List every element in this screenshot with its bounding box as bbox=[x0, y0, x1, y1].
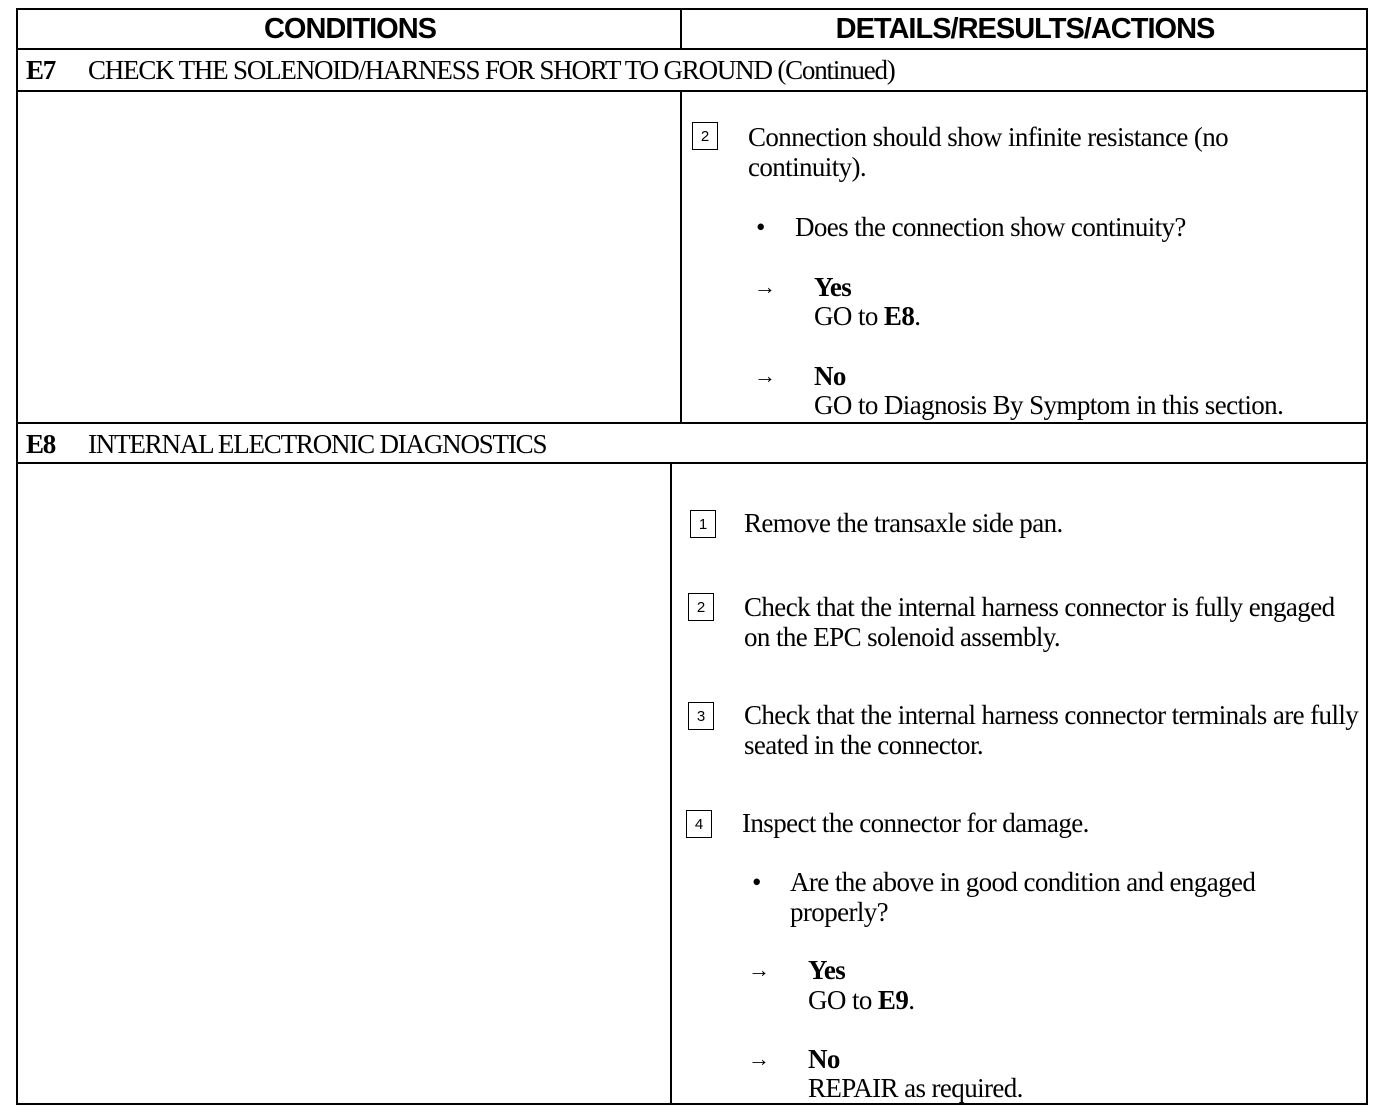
e8-yes-label: Yes bbox=[808, 955, 846, 985]
header-column-divider bbox=[680, 10, 682, 50]
e7-step-2-number: 2 bbox=[692, 122, 718, 150]
e7-yes-label: Yes bbox=[814, 272, 852, 302]
e8-section-title: INTERNAL ELECTRONIC DIAGNOSTICS bbox=[88, 428, 547, 459]
e8-yes-action bbox=[808, 985, 914, 1015]
details-column-header: DETAILS/RESULTS/ACTIONS bbox=[835, 12, 1215, 45]
e8-section-id: E8 bbox=[26, 428, 56, 459]
e8-step-2-number: 2 bbox=[688, 593, 714, 621]
e7-question-bullet: • bbox=[756, 212, 766, 242]
e8-yes-action-suffix: . bbox=[908, 985, 915, 1015]
e8-step-4-number: 4 bbox=[686, 810, 712, 838]
e7-step-2-text: Connection should show infinite resistance (no continuity). bbox=[748, 122, 1229, 182]
e7-yes-action-ref: E8 bbox=[883, 301, 915, 331]
e7-section-title: CHECK THE SOLENOID/HARNESS FOR SHORT TO GROUND (Continued) bbox=[88, 54, 895, 85]
e8-column-divider bbox=[670, 464, 672, 1105]
e8-step-3-text: Check that the internal harness connector terminals are fully seated in the connector. bbox=[744, 700, 1359, 760]
e7-yes-action-prefix: GO to bbox=[814, 301, 884, 331]
e8-question-bullet: • bbox=[752, 867, 762, 897]
e7-yes-action bbox=[814, 301, 920, 331]
e7-section-heading bbox=[26, 50, 895, 90]
e8-question: Are the above in good condition and engaged properly? bbox=[790, 867, 1256, 927]
e8-yes-action-prefix: GO to bbox=[808, 985, 878, 1015]
e8-no-label: No bbox=[808, 1044, 840, 1074]
e7-yes-action-suffix: . bbox=[914, 301, 921, 331]
e7-column-divider bbox=[680, 92, 682, 422]
e7-no-arrow-icon: → bbox=[754, 363, 776, 388]
e8-no-arrow-icon: → bbox=[748, 1046, 770, 1071]
e7-heading-divider bbox=[18, 90, 1366, 92]
e8-yes-arrow-icon: → bbox=[748, 957, 770, 982]
e7-section-id: E7 bbox=[26, 54, 56, 85]
e7-no-action: GO to Diagnosis By Symptom in this section. bbox=[814, 390, 1284, 420]
e7-yes-arrow-icon: → bbox=[754, 274, 776, 299]
e8-step-1-text: Remove the transaxle side pan. bbox=[744, 508, 1063, 538]
e8-step-2-text: Check that the internal harness connector is fully engaged on the EPC solenoid assembly. bbox=[744, 592, 1335, 652]
e8-no-action: REPAIR as required. bbox=[808, 1073, 1023, 1103]
e8-section-heading bbox=[26, 424, 546, 464]
conditions-column-header: CONDITIONS bbox=[263, 12, 437, 45]
e8-heading-divider bbox=[18, 462, 1366, 464]
diagnostic-table bbox=[16, 8, 1368, 1105]
e7-question: Does the connection show continuity? bbox=[795, 212, 1186, 242]
e8-yes-action-ref: E9 bbox=[877, 985, 909, 1015]
e8-step-4-text: Inspect the connector for damage. bbox=[742, 808, 1089, 838]
e7-no-label: No bbox=[814, 361, 846, 391]
e8-step-3-number: 3 bbox=[688, 702, 714, 730]
e8-step-1-number: 1 bbox=[690, 510, 716, 538]
